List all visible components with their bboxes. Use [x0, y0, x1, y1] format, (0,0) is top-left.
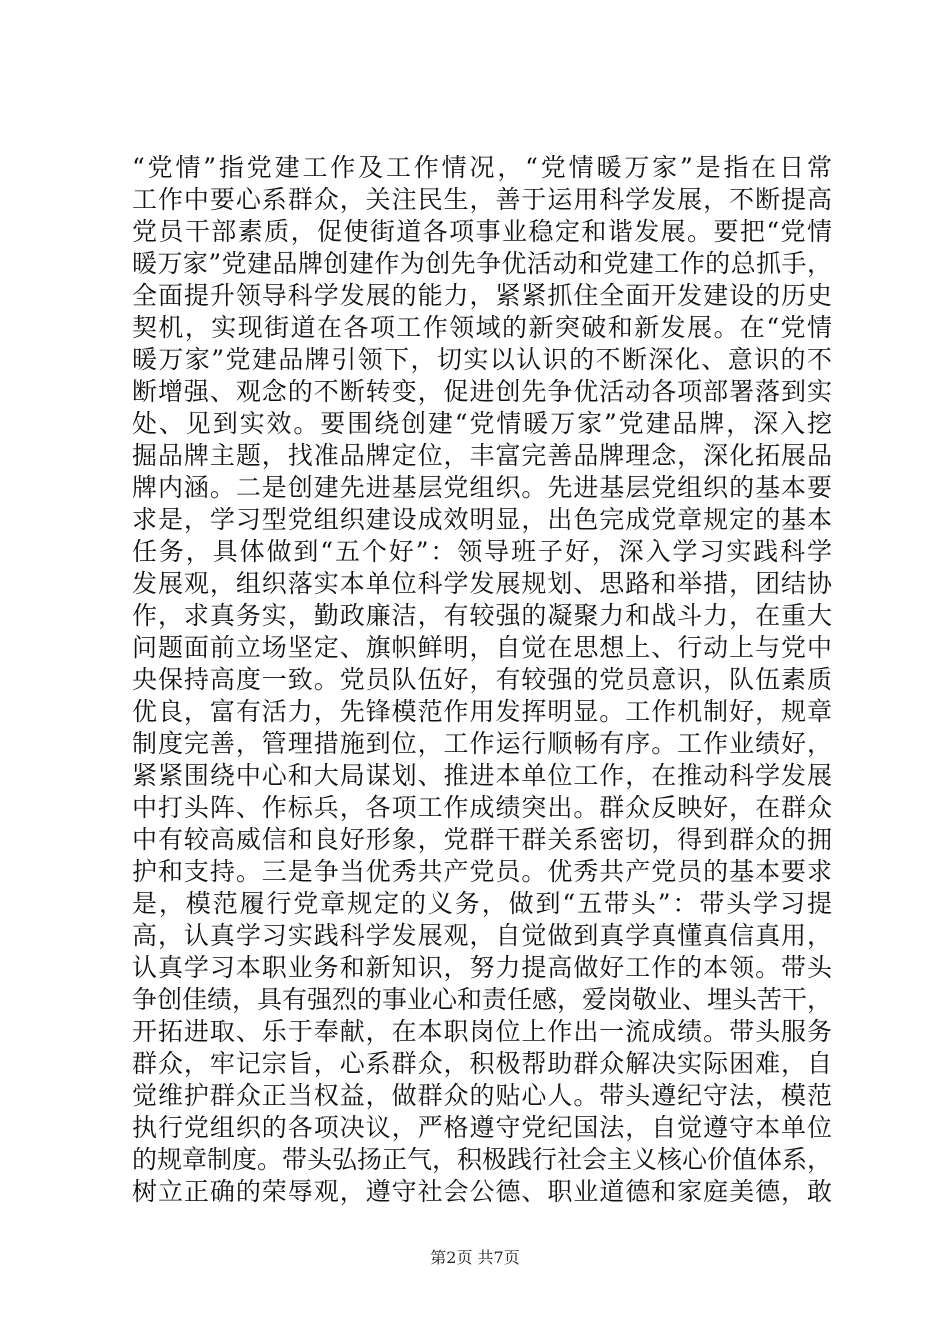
text-line: 央保持高度一致。党员队伍好，有较强的党员意识，队伍素质: [132, 665, 832, 694]
text-line: 中打头阵、作标兵，各项工作成绩突出。群众反映好，在群众: [132, 793, 832, 822]
text-line: 暖万家”党建品牌引领下，切实以认识的不断深化、意识的不: [132, 345, 832, 374]
text-line: 执行党组织的各项决议，严格遵守党纪国法，自觉遵守本单位: [132, 1113, 832, 1142]
text-line: 问题面前立场坚定、旗帜鲜明，自觉在思想上、行动上与党中: [132, 633, 832, 662]
text-line: 作，求真务实，勤政廉洁，有较强的凝聚力和战斗力，在重大: [132, 601, 832, 630]
text-line: 全面提升领导科学发展的能力，紧紧抓住全面开发建设的历史: [132, 281, 832, 310]
text-line: 牌内涵。二是创建先进基层党组织。先进基层党组织的基本要: [132, 473, 832, 502]
text-line: 暖万家”党建品牌创建作为创先争优活动和党建工作的总抓手，: [132, 249, 832, 278]
text-line: 优良，富有活力，先锋模范作用发挥明显。工作机制好，规章: [132, 697, 832, 726]
text-line: 树立正确的荣辱观，遵守社会公德、职业道德和家庭美德，敢: [132, 1177, 832, 1206]
text-line: 护和支持。三是争当优秀共产党员。优秀共产党员的基本要求: [132, 857, 832, 886]
text-line: 群众，牢记宗旨，心系群众，积极帮助群众解决实际困难，自: [132, 1049, 832, 1078]
text-line: 契机，实现街道在各项工作领域的新突破和新发展。在“党情: [132, 313, 832, 342]
text-line: “党情”指党建工作及工作情况，“党情暖万家”是指在日常: [132, 153, 832, 182]
text-line: 党员干部素质，促使街道各项事业稳定和谐发展。要把“党情: [132, 217, 832, 246]
text-line: 认真学习本职业务和新知识，努力提高做好工作的本领。带头: [132, 953, 832, 982]
text-line: 争创佳绩，具有强烈的事业心和责任感，爱岗敬业、埋头苦干，: [132, 985, 833, 1014]
text-line: 觉维护群众正当权益，做群众的贴心人。带头遵纪守法，模范: [132, 1081, 832, 1110]
text-line: 发展观，组织落实本单位科学发展规划、思路和举措，团结协: [132, 569, 832, 598]
page-footer: 第2页 共7页: [430, 1248, 520, 1267]
text-line: 任务，具体做到“五个好”：领导班子好，深入学习实践科学: [132, 537, 832, 566]
body-text: [132, 152, 832, 1208]
text-line: 制度完善，管理措施到位，工作运行顺畅有序。工作业绩好，: [132, 729, 832, 758]
text-line: 紧紧围绕中心和大局谋划、推进本单位工作，在推动科学发展: [132, 761, 832, 790]
text-line: 开拓进取、乐于奉献，在本职岗位上作出一流成绩。带头服务: [132, 1017, 832, 1046]
text-line: 处、见到实效。要围绕创建“党情暖万家”党建品牌，深入挖: [132, 409, 832, 438]
text-line: 断增强、观念的不断转变，促进创先争优活动各项部署落到实: [132, 377, 832, 406]
text-line: 的规章制度。带头弘扬正气，积极践行社会主义核心价值体系，: [132, 1145, 833, 1174]
text-line: 工作中要心系群众，关注民生，善于运用科学发展，不断提高: [132, 185, 832, 214]
text-line: 是，模范履行党章规定的义务，做到“五带头”：带头学习提: [132, 889, 832, 918]
text-line: 求是，学习型党组织建设成效明显，出色完成党章规定的基本: [132, 505, 832, 534]
text-line: 掘品牌主题，找准品牌定位，丰富完善品牌理念，深化拓展品: [132, 441, 832, 470]
text-line: 中有较高威信和良好形象，党群干群关系密切，得到群众的拥: [132, 825, 832, 854]
text-line: 高，认真学习实践科学发展观，自觉做到真学真懂真信真用，: [132, 921, 832, 950]
